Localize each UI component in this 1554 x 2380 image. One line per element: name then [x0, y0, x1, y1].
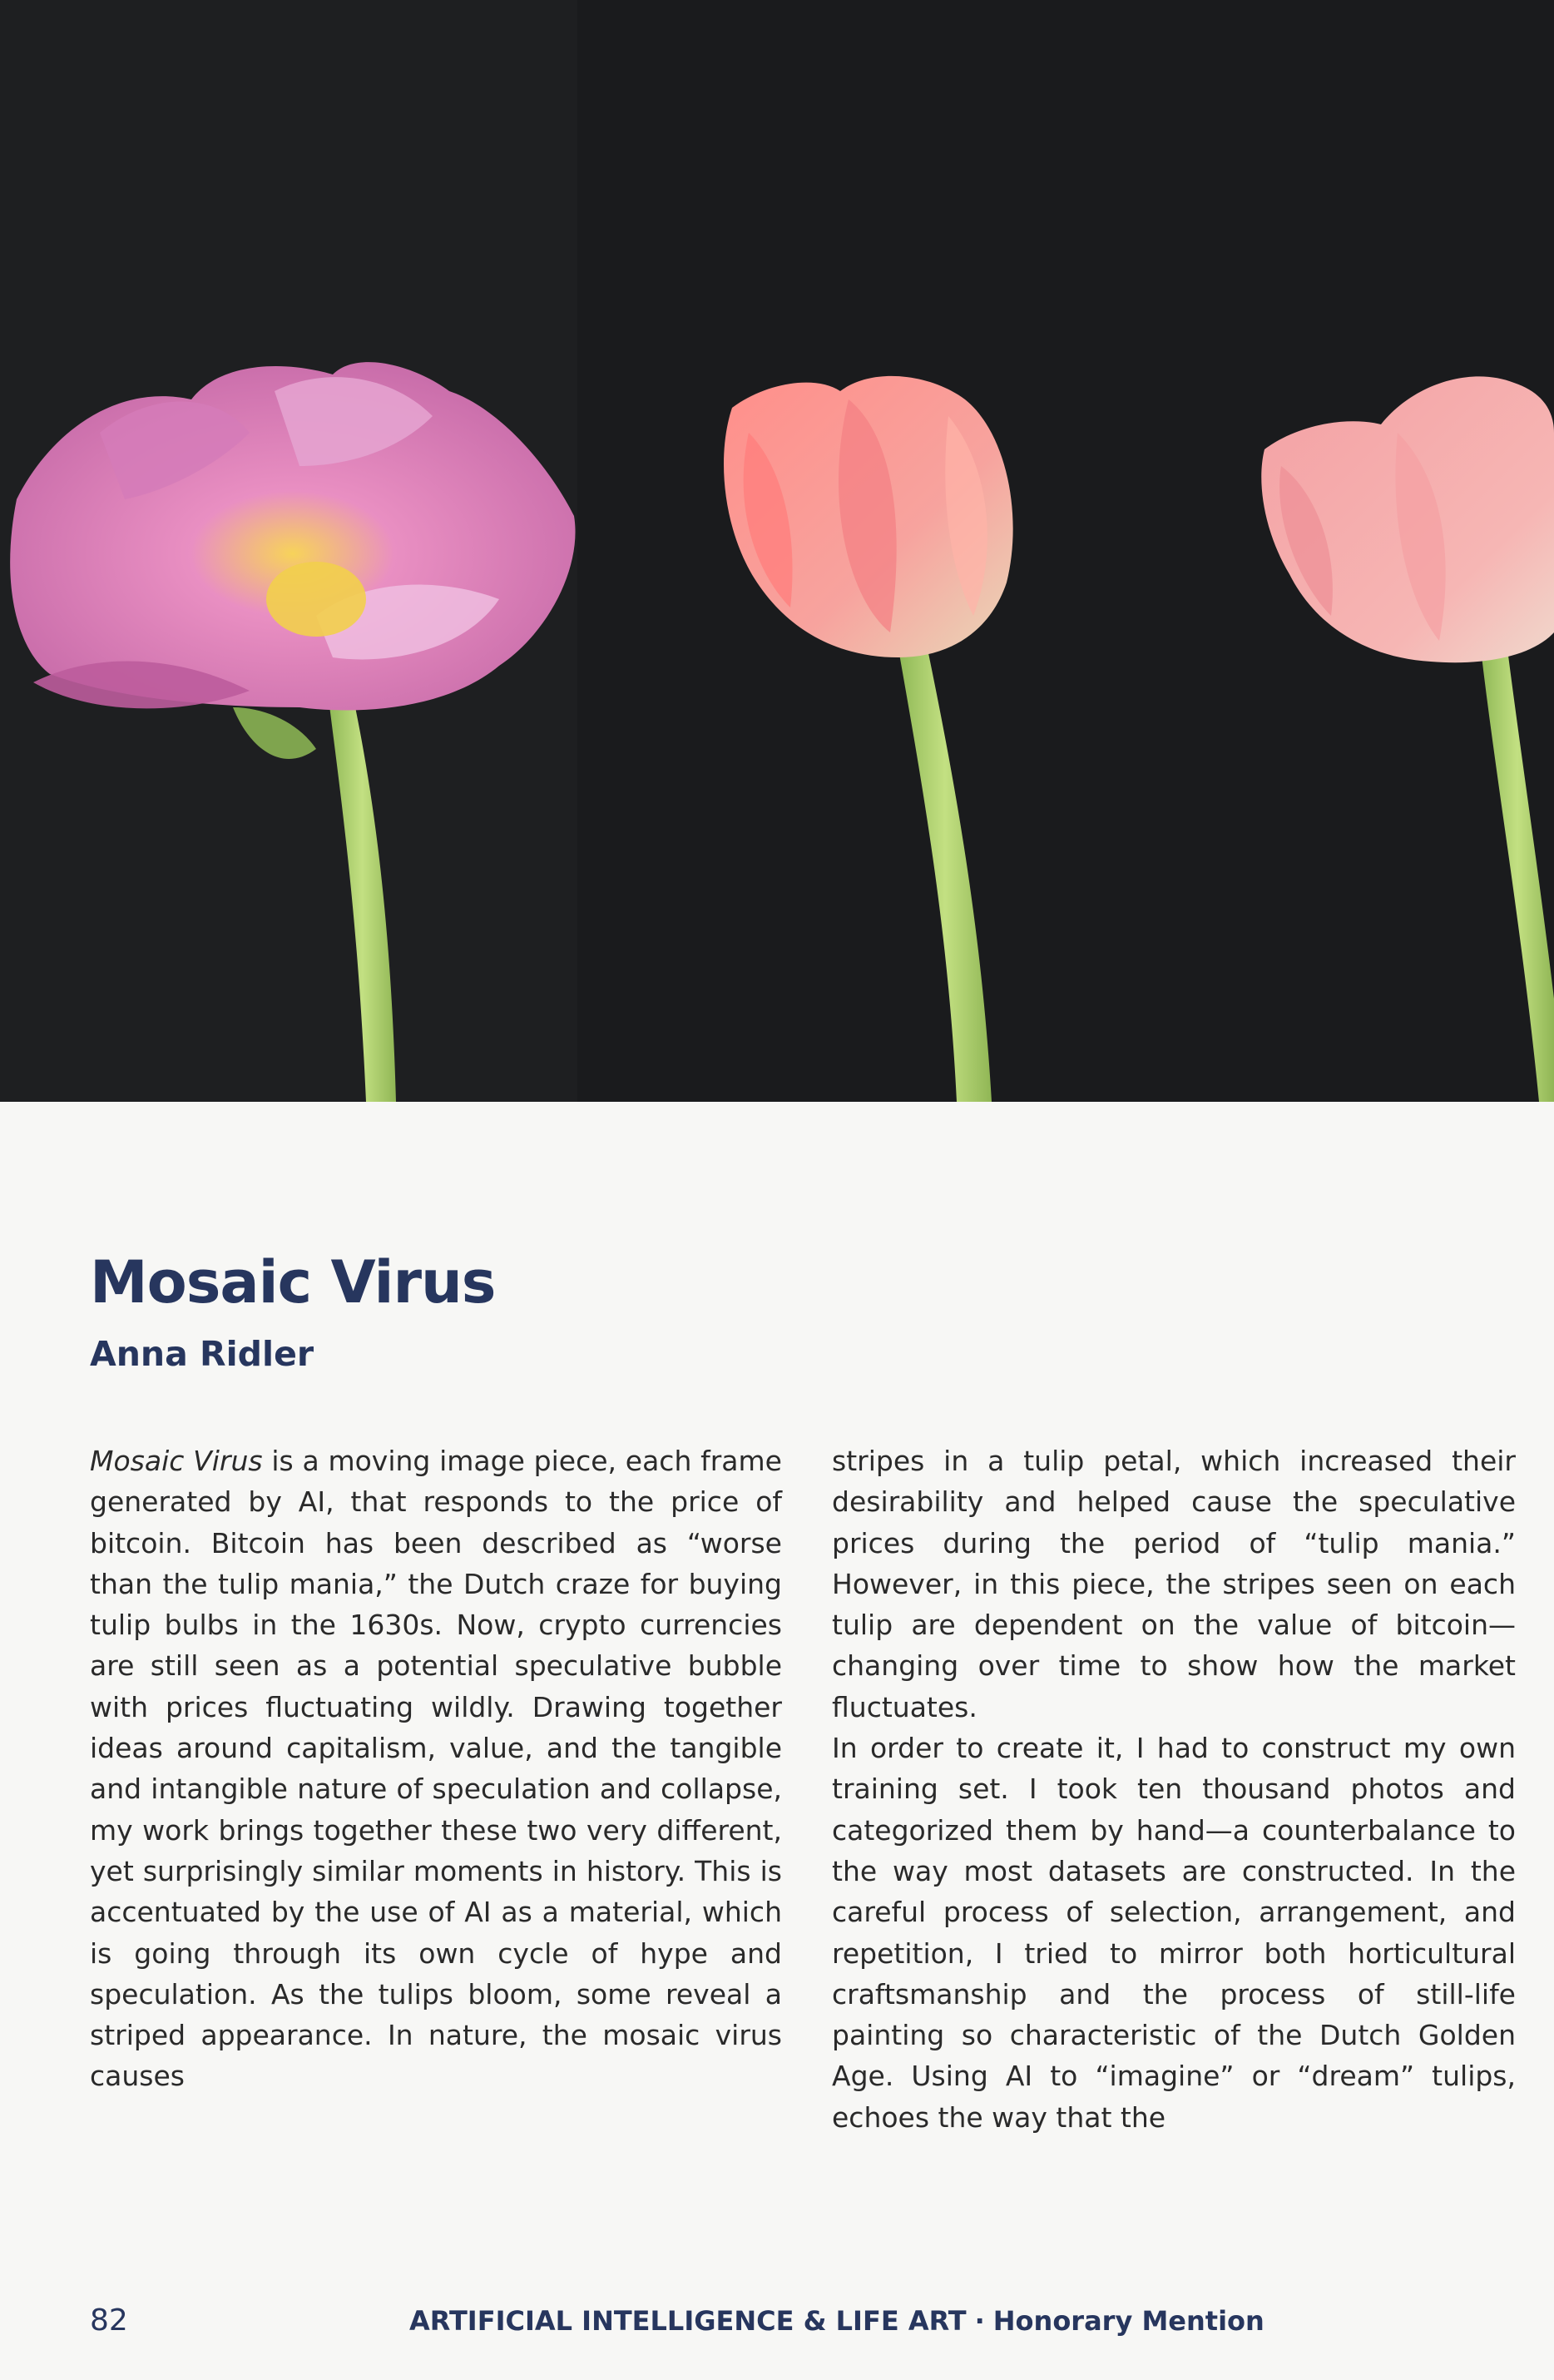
tulips-illustration	[0, 0, 1554, 1102]
paragraph: In order to create it, I had to construct my own training set. I took ten thousand photos and categorized them by hand—a counterbalance to the way most datasets are constructed. In the careful process of selection, arrangement, and repetition, I tried to mirror both horticultural craftsmanship and the process of still-life painting so characteristic of the Dutch Golden Age. Using AI to “imagine” or “dream” tulips, echoes the way that the	[832, 1732, 1516, 2134]
footer-award: Honorary Mention	[992, 2305, 1264, 2337]
running-footer	[409, 2305, 1264, 2337]
paragraph-text: is a moving image piece, each frame generated by AI, that responds to the price of bitcoin. Bitcoin has been described as “worse than the tulip mania,” the Dutch craze for buying tulip bulbs in the 1630s. Now, crypto currencies are still seen as a potential speculative bubble with prices fluctuating wildly. Drawing together ideas around capitalism, value, and the tangible and intangible nature of speculation and collapse, my work brings together these two very different, yet surprisingly similar moments in history. This is accentuated by the use of AI as a material, which is going through its own cycle of hype and speculation. As the tulips bloom, some reveal a striped appearance. In nature, the mosaic virus causes	[90, 1445, 782, 2093]
paragraph: stripes in a tulip petal, which increased their desirability and helped cause the speculative prices during the period of “tulip mania.” However, in this piece, the stripes seen on each tulip are dependent on the value of bitcoin—changing over time to show how the market fluctuates.	[832, 1445, 1516, 1723]
artwork-title-italic: Mosaic Virus	[90, 1445, 263, 1477]
article-column-left	[90, 1440, 782, 2093]
page-number: 82	[90, 2303, 128, 2338]
paragraph	[90, 1440, 782, 2097]
article-title: Mosaic Virus	[90, 1248, 496, 1316]
article-column-right	[832, 1440, 1516, 2134]
article-author: Anna Ridler	[90, 1334, 314, 1374]
footer-separator: ·	[974, 2305, 985, 2337]
artwork-photo	[0, 0, 1554, 1102]
footer-section: ARTIFICIAL INTELLIGENCE & LIFE ART	[409, 2305, 967, 2337]
